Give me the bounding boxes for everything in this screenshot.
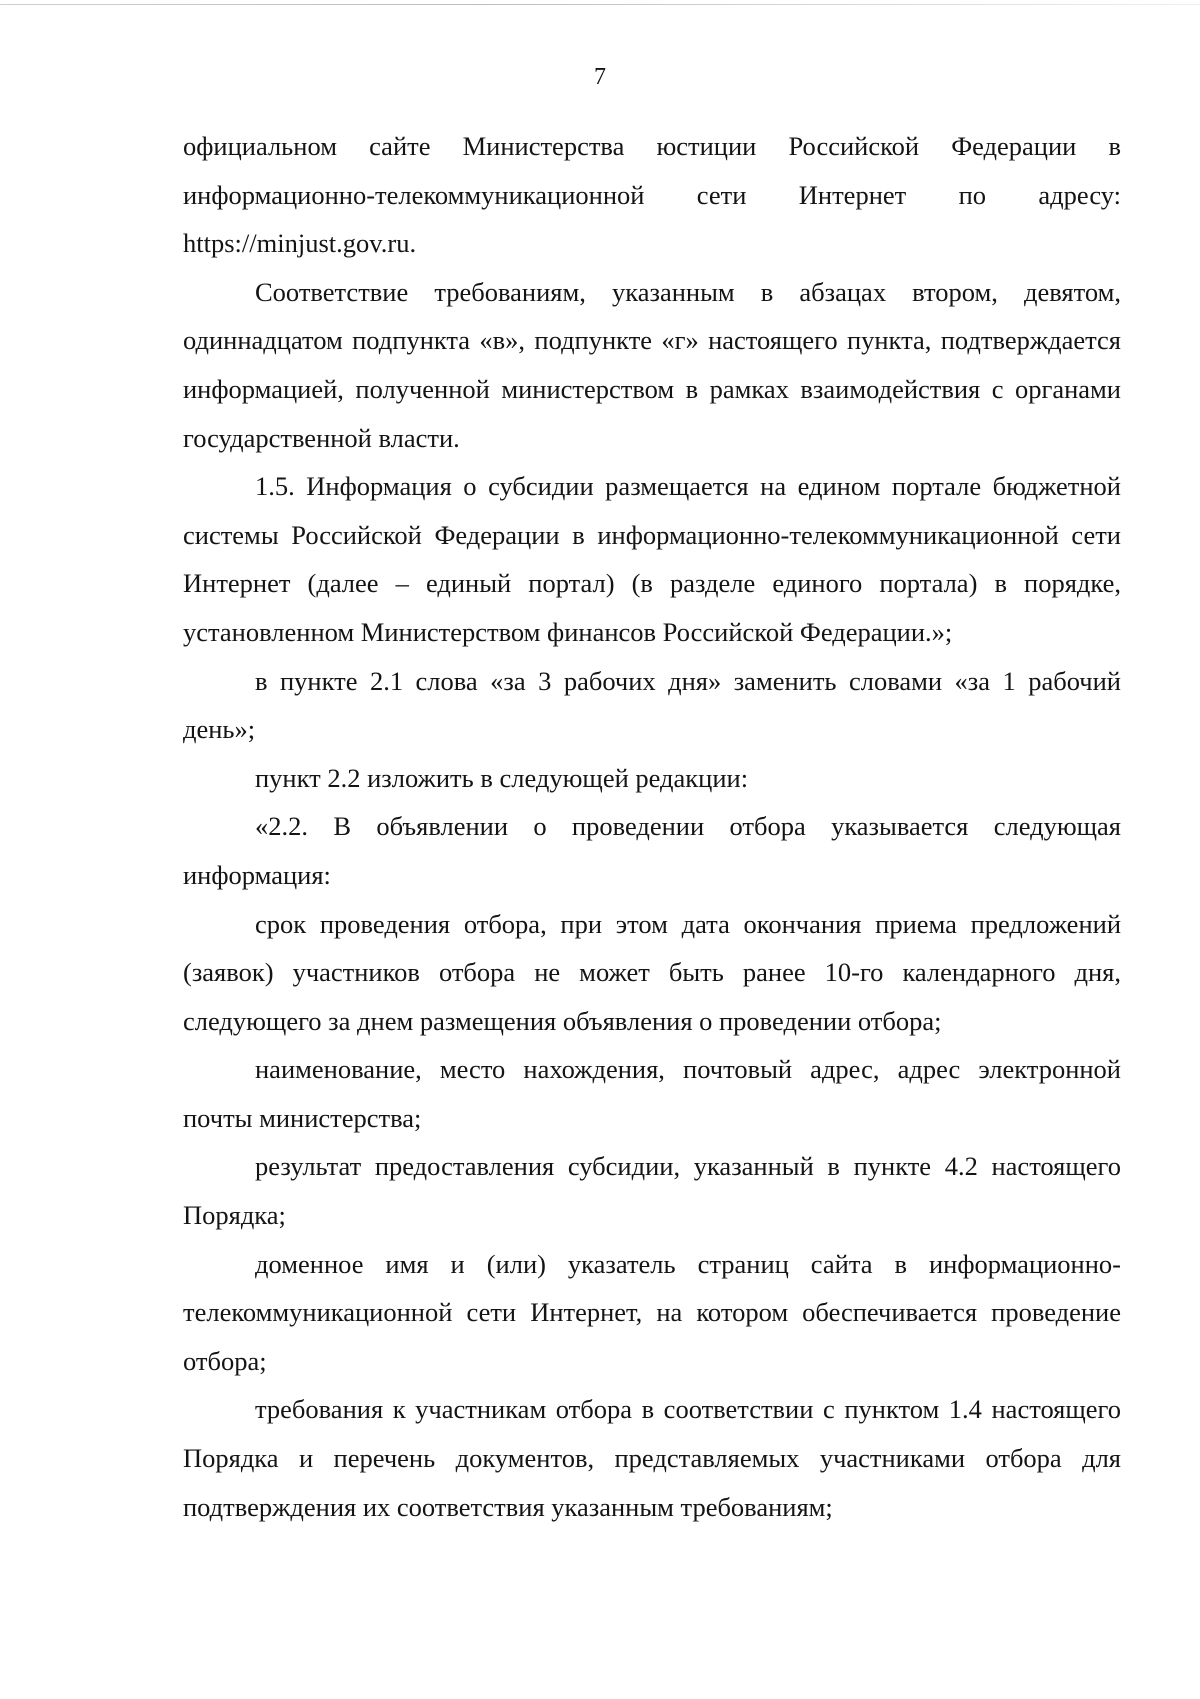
paragraph-selection-period: срок проведения отбора, при этом дата окончания приема предложений (заявок) участников отбора не может быть ранее 10-го календарного дня, следующего за днем размещения объявления о проведении отбора; — [183, 908, 1121, 1036]
paragraph-ministry-contacts: наименование, место нахождения, почтовый адрес, адрес электронной почты министерства; — [183, 1054, 1121, 1133]
scan-top-edge — [0, 4, 1200, 5]
document-body — [183, 122, 1121, 1531]
paragraph-amend-2-1: в пункте 2.1 слова «за 3 рабочих дня» заменить словами «за 1 рабочий день»; — [183, 665, 1121, 745]
paragraph-subsidy-result: результат предоставления субсидии, указанный в пункте 4.2 настоящего Порядка; — [183, 1151, 1121, 1231]
page-number: 7 — [594, 64, 606, 90]
paragraph-compliance-confirmation: Соответствие требованиям, указанным в абзацах втором, девятом, одиннадцатом подпункта «в», подпункте «г» настоящего пункта, подтверждается информацией, полученной министерством в рамках взаимодействия с органами государственной власти. — [183, 276, 1121, 453]
paragraph-amend-2-2-intro: пункт 2.2 изложить в следующей редакции: — [255, 762, 749, 793]
paragraph-ministry-website: официальном сайте Министерства юстиции Российской Федерации в информационно-телекоммуникационной сети Интернет по адресу: https://minjust.gov.ru. — [183, 131, 1121, 259]
paragraph-domain-name: доменное имя и (или) указатель страниц сайта в информационно-телекоммуникационной сети Интернет, на котором обеспечивается проведение отбора; — [183, 1248, 1121, 1376]
paragraph-participant-requirements: требования к участникам отбора в соответствии с пунктом 1.4 настоящего Порядка и перечень документов, представляемых участниками отбора для подтверждения их соответствия указанным требованиям; — [183, 1394, 1121, 1522]
paragraph-1-5-subsidy-info: 1.5. Информация о субсидии размещается на едином портале бюджетной системы Российской Федерации в информационно-телекоммуникационной сети Интернет (далее – единый портал) (в разделе единого портала) в порядке, установленном Министерством финансов Российской Федерации.»; — [183, 471, 1121, 647]
paragraph-2-2-announcement: «2.2. В объявлении о проведении отбора указывается следующая информация: — [183, 811, 1121, 890]
